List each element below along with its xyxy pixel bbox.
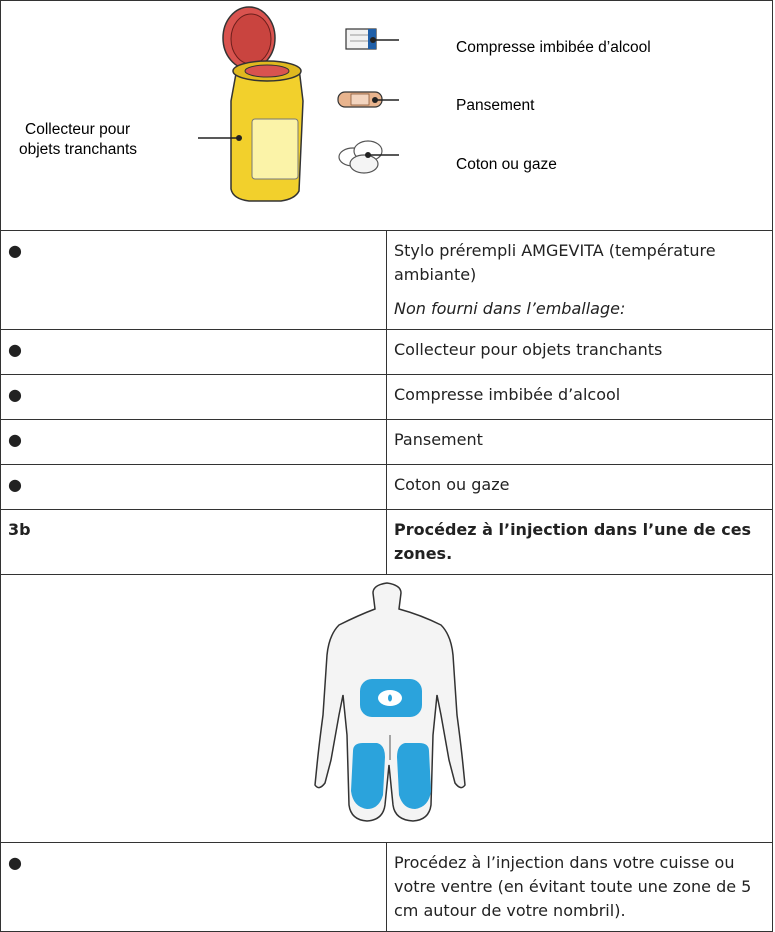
item-text: Coton ou gaze [394, 475, 510, 494]
cotton-label: Coton ou gaze [456, 156, 557, 173]
item-text: Procédez à l’injection dans votre cuisse ou votre ventre (en évitant toute une zone de 5 cm autour de votre nombril). [394, 853, 752, 920]
bullet: ● [8, 475, 22, 494]
supplies-figure-cell [1, 1, 773, 231]
bullet-cell [1, 465, 387, 510]
table-row [1, 375, 773, 420]
bullet-cell [1, 843, 387, 932]
swab-label: Compresse imbibée d’alcool [456, 39, 651, 56]
bandage-label: Pansement [456, 97, 535, 114]
table-row [1, 420, 773, 465]
alcohol-swab-icon [346, 29, 399, 49]
bullet-cell [1, 231, 387, 330]
item-note: Non fourni dans l’emballage: [394, 299, 626, 318]
bullet-cell [1, 375, 387, 420]
table-row [1, 330, 773, 375]
step-title: Procédez à l’injection dans l’une de ces zones. [394, 520, 752, 563]
supplies-figure-row [1, 1, 773, 231]
step-row [1, 510, 773, 575]
step-number-cell [1, 510, 387, 575]
text-cell [387, 231, 773, 330]
cotton-icon [339, 141, 399, 173]
step-number: 3b [8, 520, 31, 539]
bullet: ● [8, 241, 22, 260]
body-figure-cell [1, 575, 773, 843]
bullet: ● [8, 853, 22, 872]
item-text: Pansement [394, 430, 483, 449]
supplies-illustration [1, 1, 774, 230]
body-figure-row [1, 575, 773, 843]
injection-sites-illustration [1, 575, 774, 842]
item-text: Compresse imbibée d’alcool [394, 385, 621, 404]
bandage-icon [338, 92, 399, 107]
text-cell [387, 375, 773, 420]
item-text: Stylo prérempli AMGEVITA (température ambiante) [394, 241, 716, 284]
sharps-label-line1: Collecteur pour [25, 121, 131, 138]
bullet-cell [1, 420, 387, 465]
table-row [1, 843, 773, 932]
abdomen-injection-site-icon [360, 679, 422, 717]
table-row [1, 231, 773, 330]
sharps-container-icon [198, 7, 303, 201]
bullet: ● [8, 340, 22, 359]
text-cell [387, 465, 773, 510]
text-cell [387, 330, 773, 375]
bullet: ● [8, 385, 22, 404]
bullet: ● [8, 430, 22, 449]
text-cell [387, 843, 773, 932]
table-row [1, 465, 773, 510]
step-title-cell [387, 510, 773, 575]
item-text: Collecteur pour objets tranchants [394, 340, 663, 359]
sharps-label-line2: objets tranchants [19, 141, 138, 158]
text-cell [387, 420, 773, 465]
bullet-cell [1, 330, 387, 375]
